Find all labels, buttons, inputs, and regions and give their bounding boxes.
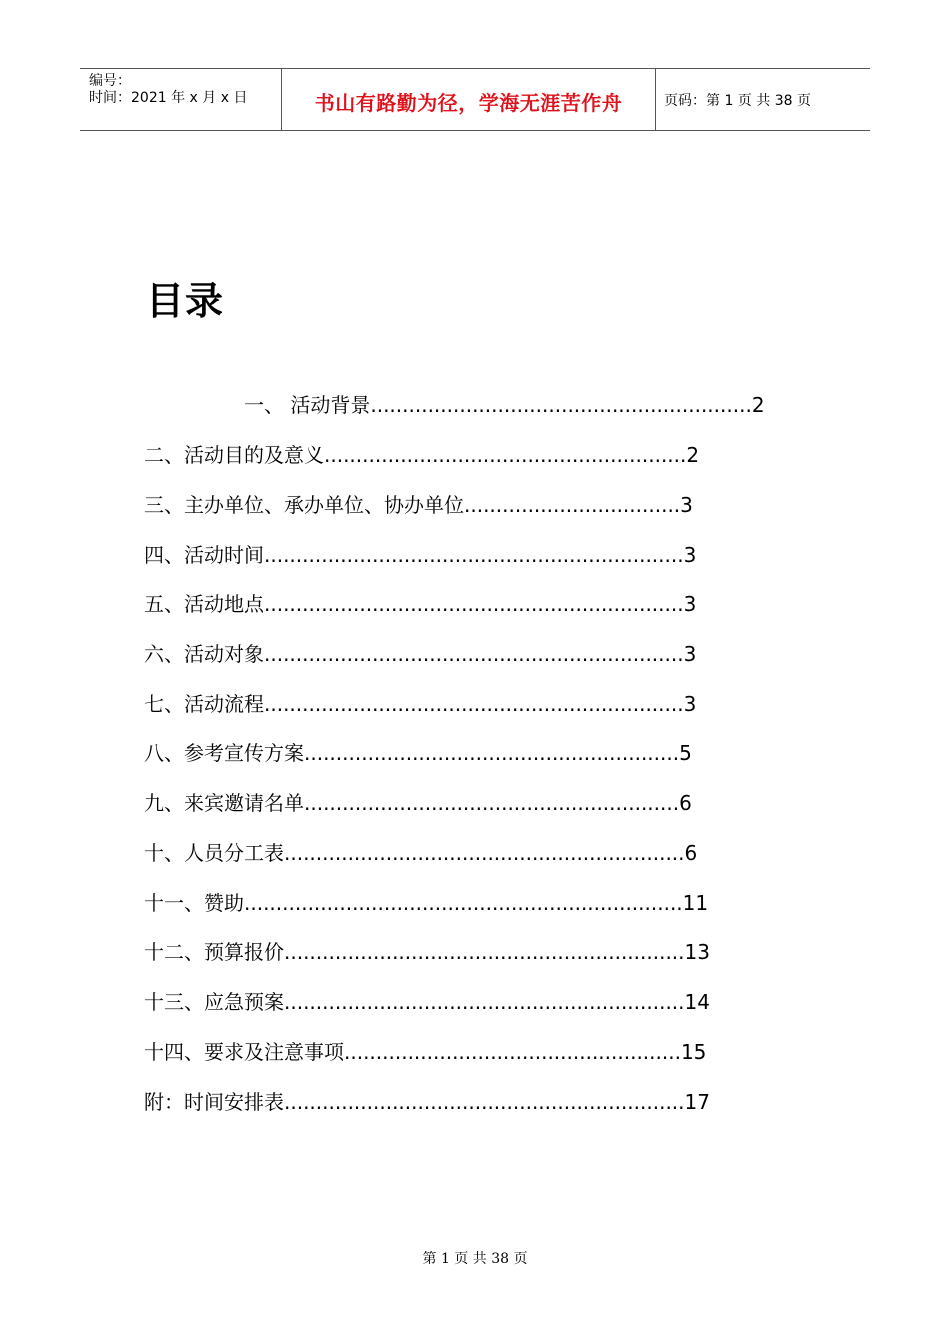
toc-leader-dots: .................................................................. [264, 642, 684, 666]
toc-leader-dots: ..................................................................... [244, 891, 683, 915]
toc-leader-dots: ..................................................... [344, 1040, 681, 1064]
toc-entry-label: 十、人员分工表 [144, 841, 284, 865]
toc-leader-dots: ............................................................... [284, 841, 685, 865]
date-line: 时间：2021 年 x 月 x 日 [89, 90, 248, 106]
motto-text: 书山有路勤为径，学海无涯苦作舟 [314, 91, 623, 115]
toc-title: 目录 [146, 279, 225, 323]
toc-leader-dots: ......................................................... [324, 443, 687, 467]
toc-entry[interactable] [144, 789, 692, 817]
toc-entry[interactable] [144, 739, 692, 767]
toc-entry[interactable] [244, 391, 765, 419]
toc-leader-dots: ............................................................ [370, 393, 752, 417]
toc-entry-label: 十一、赞助 [144, 891, 244, 915]
toc-entry-page: 3 [680, 493, 693, 517]
toc-leader-dots: ............................................................... [284, 940, 685, 964]
toc-entry-page: 14 [684, 990, 710, 1014]
header-page-cell [655, 69, 870, 130]
header-motto-cell [281, 69, 656, 130]
toc-entry[interactable] [144, 590, 696, 618]
toc-entry-page: 13 [684, 940, 710, 964]
toc-entry-page: 6 [684, 841, 698, 865]
toc-entry-page: 6 [679, 791, 692, 815]
toc-entry-label: 六、活动对象 [144, 642, 264, 666]
toc-entry-label: 八、参考宣传方案 [144, 741, 304, 765]
toc-entry-page: 17 [684, 1090, 710, 1114]
toc-entry-label: 九、来宾邀请名单 [144, 791, 304, 815]
toc-entry-page: 3 [683, 692, 697, 716]
page-footer: 第 1 页 共 38 页 [422, 1251, 528, 1267]
toc-entry-page: 3 [683, 543, 697, 567]
toc-leader-dots: .................................................................. [264, 692, 684, 716]
document-header [80, 68, 870, 131]
toc-entry-label: 三、主办单位、承办单位、协办单位 [144, 493, 464, 517]
toc-entry-label: 十二、预算报价 [144, 940, 284, 964]
toc-leader-dots: .................................. [464, 493, 681, 517]
toc-entry-page: 15 [680, 1040, 707, 1064]
toc-entry[interactable] [144, 889, 708, 917]
header-left-cell [80, 69, 281, 130]
toc-entry[interactable] [144, 1088, 710, 1116]
toc-entry-label: 二、活动目的及意义 [144, 443, 324, 467]
toc-leader-dots: ............................................................... [284, 1090, 685, 1114]
header-page-info: 页码：第 1 页 共 38 页 [664, 93, 811, 109]
toc-entry-label: 五、活动地点 [144, 592, 264, 616]
toc-entry[interactable] [144, 988, 710, 1016]
toc-entry-label: 十三、应急预案 [144, 990, 284, 1014]
toc-entry-label: 四、活动时间 [144, 543, 264, 567]
number-label: 编号： [89, 73, 131, 89]
toc-entry[interactable] [144, 491, 693, 519]
toc-entry-page: 5 [679, 741, 692, 765]
toc-leader-dots: ........................................................... [304, 741, 680, 765]
toc-leader-dots: .................................................................. [264, 592, 684, 616]
toc-entry[interactable] [144, 938, 710, 966]
toc-entry[interactable] [144, 839, 697, 867]
toc-entry-page: 3 [683, 642, 697, 666]
toc-entry-label: 七、活动流程 [144, 692, 264, 716]
toc-entry-label: 十四、要求及注意事项 [144, 1040, 344, 1064]
toc-entry-page: 11 [682, 891, 709, 915]
toc-entry-page: 3 [683, 592, 697, 616]
toc-entry-page: 2 [751, 393, 765, 417]
toc-entry-page: 2 [686, 443, 700, 467]
toc-entry[interactable] [144, 541, 696, 569]
toc-leader-dots: ........................................................... [304, 791, 680, 815]
toc-leader-dots: ............................................................... [284, 990, 685, 1014]
toc-entry[interactable] [144, 1038, 706, 1066]
toc-entry-label: 附：时间安排表 [144, 1090, 284, 1114]
toc-entry[interactable] [144, 690, 696, 718]
toc-entry[interactable] [144, 640, 696, 668]
toc-entry[interactable] [144, 441, 699, 469]
toc-leader-dots: .................................................................. [264, 543, 684, 567]
toc-entry-label: 一、 活动背景 [244, 393, 371, 417]
